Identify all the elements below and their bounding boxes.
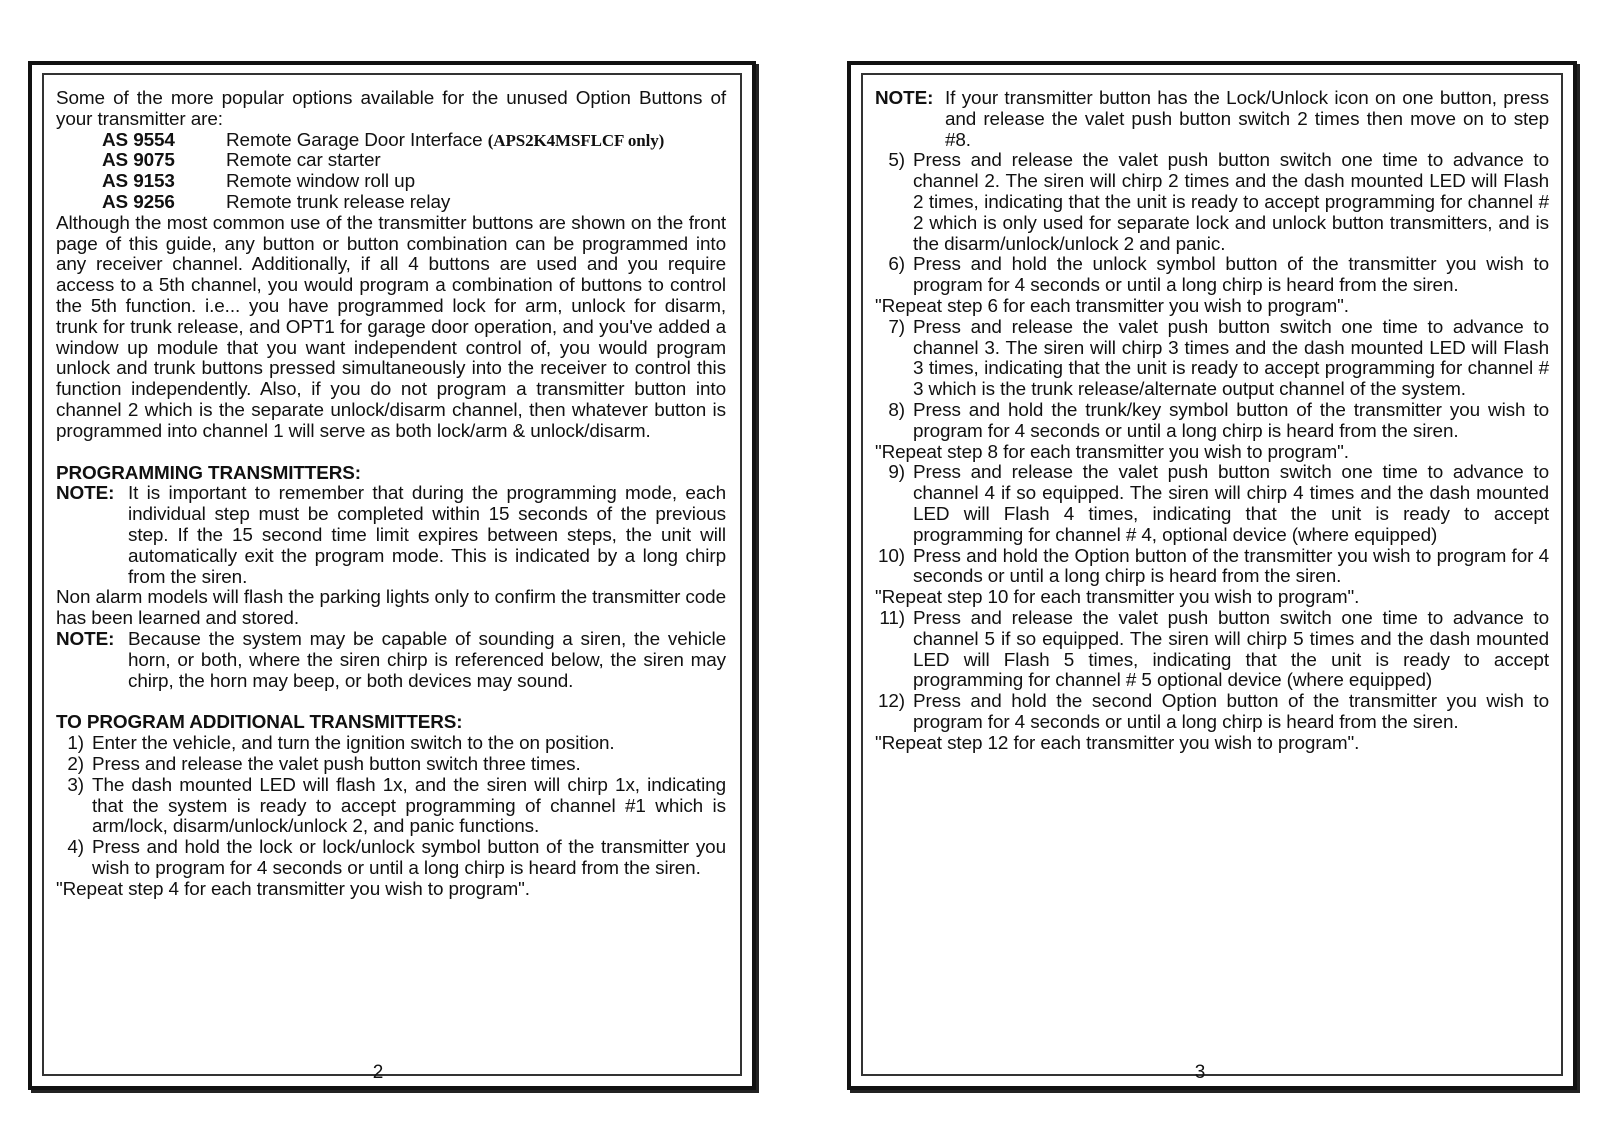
note-block	[875, 89, 1549, 151]
repeat-instruction: "Repeat step 8 for each transmitter you wish to program".	[875, 441, 1349, 463]
page-number-right: 3	[1194, 1062, 1206, 1083]
body-paragraph: Although the most common use of the transmitter buttons are shown on the front page of this guide, any button or button combination can be programmed into any receiver channel. Additionally, if all 4 buttons are used and you require access to a 5th channel, you would program a combination of buttons to control the 5th function. i.e... you have programmed lock for arm, unlock for disarm, trunk for trunk release, and OPT1 for garage door operation, and you've added a window up module that you want independent control of, you would program unlock and trunk buttons pressed simultaneously into the receiver to control this function independently. Also, if you do not program a transmitter button into channel 2 which is the separate unlock/disarm channel, then whatever button is programmed into channel 1 will serve as both lock/arm & unlock/disarm.	[56, 212, 726, 442]
repeat-instruction: "Repeat step 12 for each transmitter you wish to program".	[875, 732, 1360, 754]
step-number: 3)	[67, 774, 84, 796]
step-item	[56, 838, 726, 880]
step-text: The dash mounted LED will flash 1x, and the siren will chirp 1x, indicating that the system is ready to accept programming of channel #1 which is arm/lock, disarm/unlock/unlock 2, and panic functions.	[92, 774, 726, 838]
step-text: Press and release the valet push button switch one time to advance to channel 5 if so equipped. The siren will chirp 5 times and the dash mounted LED will Flash 5 times, indicating that the unit is ready to accept programming for channel # 5 optional device (where equipped)	[913, 607, 1549, 692]
step-number: 8)	[888, 399, 905, 421]
step-text: Press and hold the unlock symbol button of the transmitter you wish to program for 4 seconds or until a long chirp is heard from the siren.	[913, 254, 1549, 297]
step-text: Press and hold the second Option button of the transmitter you wish to program for 4 seconds or until a long chirp is heard from the siren.	[913, 691, 1549, 733]
heading-additional-transmitters: TO PROGRAM ADDITIONAL TRANSMITTERS:	[56, 712, 463, 734]
step-item	[56, 734, 726, 755]
repeat-instruction: "Repeat step 4 for each transmitter you wish to program".	[56, 878, 530, 900]
intro-text: Some of the more popular options available for the unused Option Buttons of your transmitter are:	[56, 88, 726, 130]
option-code: AS 9075	[102, 150, 175, 172]
note-block	[56, 630, 726, 692]
step-number: 11)	[879, 607, 905, 629]
page-left-content	[56, 89, 726, 900]
step-text: Press and release the valet push button switch one time to advance to channel 2. The siren will chirp 2 times and the dash mounted LED will Flash 2 times, indicating that the unit is ready to accept programming for channel # 2 which is only used for separate lock and unlock button transmitters, and is the disarm/unlock/unlock 2 and panic.	[913, 150, 1549, 255]
step-text: Press and release the valet push button switch one time to advance to channel 3. The siren will chirp 3 times and the dash mounted LED will Flash 3 times, indicating that the unit is ready to accept programming for channel # 3 which is the trunk release/alternate output channel of the system.	[913, 316, 1549, 401]
option-desc: Remote window roll up	[226, 171, 415, 193]
page-left-inner-border	[42, 73, 742, 1076]
option-item	[102, 172, 726, 193]
step-number: 2)	[67, 753, 84, 775]
step-item	[875, 151, 1549, 255]
step-number: 5)	[888, 150, 905, 172]
step-item	[875, 401, 1549, 443]
option-item	[102, 151, 726, 172]
option-code: AS 9256	[102, 191, 175, 213]
note-text: If your transmitter button has the Lock/Unlock icon on one button, press and release the valet push button switch 2 times then move on to step #8.	[945, 88, 1549, 151]
step-item	[875, 547, 1549, 589]
step-number: 10)	[877, 545, 905, 567]
heading-programming-transmitters: PROGRAMMING TRANSMITTERS:	[56, 462, 361, 484]
step-text: Press and hold the Option button of the transmitter you wish to program for 4 seconds or until a long chirp is heard from the siren.	[913, 545, 1549, 588]
option-code: AS 9554	[102, 129, 175, 151]
option-desc: Remote car starter	[226, 150, 381, 172]
note-block	[56, 484, 726, 588]
step-text: Press and release the valet push button switch one time to advance to channel 4 if so equipped. The siren will chirp 4 times and the dash mounted LED will Flash 4 times, indicating that the unit is ready to accept programming for channel # 4, optional device (where equipped)	[913, 462, 1549, 546]
note-text: It is important to remember that during the programming mode, each individual step must be completed within 15 seconds of the previous step. If the 15 second time limit expires between steps, the unit will automatically exit the program mode. This is indicated by a long chirp from the siren.	[128, 483, 726, 588]
step-item	[875, 463, 1549, 546]
step-number: 1)	[67, 733, 84, 755]
page-left	[28, 61, 756, 1090]
option-desc	[226, 131, 726, 152]
step-number: 4)	[67, 837, 84, 859]
option-code: AS 9153	[102, 171, 175, 193]
non-alarm-text: Non alarm models will flash the parking lights only to confirm the transmitter code has been learned and stored.	[56, 587, 726, 630]
step-number: 7)	[888, 316, 905, 338]
step-item	[56, 776, 726, 838]
note-label: NOTE:	[875, 88, 934, 109]
step-text: Enter the vehicle, and turn the ignition switch to the on position.	[92, 733, 615, 755]
step-text: Press and release the valet push button switch three times.	[92, 753, 581, 775]
step-number: 12)	[877, 691, 905, 713]
option-model-note: (APS2K4MSFLCF only)	[487, 130, 665, 150]
note-label: NOTE:	[56, 483, 115, 505]
page-right	[847, 61, 1577, 1090]
step-item	[875, 692, 1549, 734]
step-text: Press and hold the lock or lock/unlock symbol button of the transmitter you wish to program for 4 seconds or until a long chirp is heard from the siren.	[92, 837, 726, 879]
step-number: 6)	[888, 254, 905, 276]
page-number-left: 2	[372, 1062, 384, 1083]
step-item	[875, 255, 1549, 297]
page-right-content	[875, 89, 1549, 755]
repeat-instruction: "Repeat step 10 for each transmitter you wish to program".	[875, 587, 1360, 609]
step-list	[56, 734, 726, 880]
step-text: Press and hold the trunk/key symbol button of the transmitter you wish to program for 4 seconds or until a long chirp is heard from the siren.	[913, 399, 1549, 442]
option-list	[56, 131, 726, 214]
page-right-inner-border	[861, 73, 1563, 1076]
option-desc-text: Remote Garage Door Interface	[226, 129, 483, 151]
option-item	[102, 131, 726, 152]
step-item	[56, 755, 726, 776]
step-item	[875, 609, 1549, 692]
step-number: 9)	[888, 462, 905, 484]
option-desc: Remote trunk release relay	[226, 191, 451, 213]
note-label: NOTE:	[56, 628, 115, 650]
note-text: Because the system may be capable of sounding a siren, the vehicle horn, or both, where the siren chirp is referenced below, the siren may chirp, the horn may beep, or both devices may sound.	[128, 628, 726, 692]
repeat-instruction: "Repeat step 6 for each transmitter you wish to program".	[875, 295, 1349, 317]
option-item	[102, 193, 726, 214]
step-item	[875, 318, 1549, 401]
